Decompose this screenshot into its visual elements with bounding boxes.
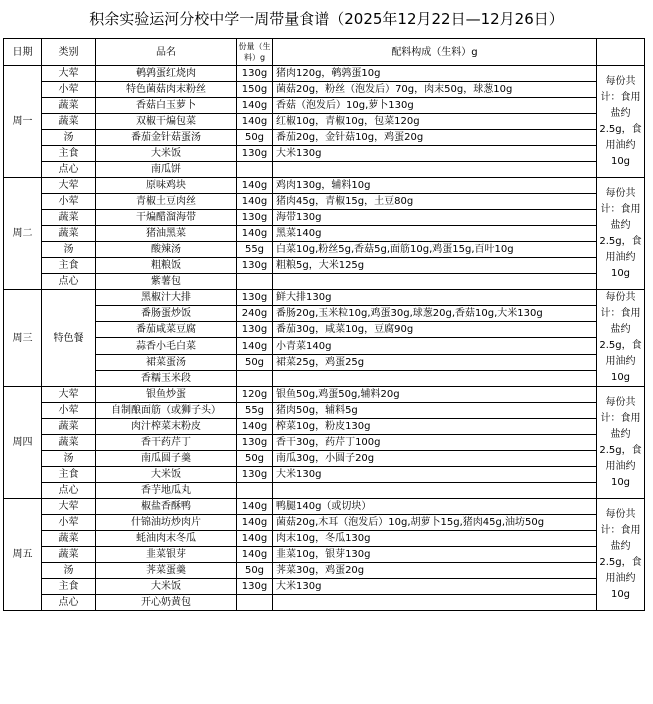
nutrition-note: 每份共计：食用盐约2.5g，食用油约10g <box>597 290 645 387</box>
table-row <box>4 547 645 563</box>
dish-cell: 荠菜蛋羹 <box>96 563 237 579</box>
category-cell: 小荤 <box>42 82 96 98</box>
portion-cell: 130g <box>237 210 273 226</box>
category-cell: 主食 <box>42 146 96 162</box>
dish-cell: 大米饭 <box>96 579 237 595</box>
ingredients-cell: 番肠20g,玉米粒10g,鸡蛋30g,球葱20g,香菇10g,大米130g <box>273 306 597 322</box>
ingredients-cell <box>273 274 597 290</box>
dish-cell: 椒盐香酥鸭 <box>96 499 237 515</box>
ingredients-cell: 鸭腿140g（或切块） <box>273 499 597 515</box>
ingredients-cell: 猪肉50g，辅料5g <box>273 403 597 419</box>
category-cell: 蔬菜 <box>42 531 96 547</box>
day-label: 周三 <box>4 290 42 387</box>
table-row <box>4 531 645 547</box>
table-row <box>4 563 645 579</box>
category-cell: 蔬菜 <box>42 114 96 130</box>
dish-cell: 肉汁榨菜末粉皮 <box>96 419 237 435</box>
day-label: 周四 <box>4 387 42 499</box>
ingredients-cell: 红椒10g，青椒10g，包菜120g <box>273 114 597 130</box>
table-row <box>4 403 645 419</box>
portion-cell: 50g <box>237 563 273 579</box>
dish-cell: 香芋地瓜丸 <box>96 483 237 499</box>
dish-cell: 酸辣汤 <box>96 242 237 258</box>
header-ingredients: 配料构成（生料）g <box>273 39 597 66</box>
portion-cell: 130g <box>237 579 273 595</box>
portion-cell: 130g <box>237 290 273 306</box>
portion-cell <box>237 370 273 386</box>
category-cell: 汤 <box>42 451 96 467</box>
ingredients-cell: 鸡肉130g，辅料10g <box>273 178 597 194</box>
header-portion: 份量（生料）g <box>237 39 273 66</box>
category-cell: 蔬菜 <box>42 98 96 114</box>
ingredients-cell: 菌菇20g,木耳（泡发后）10g,胡萝卜15g,猪肉45g,油坊50g <box>273 515 597 531</box>
table-row <box>4 338 645 354</box>
header-dish: 品名 <box>96 39 237 66</box>
ingredients-cell: 海带130g <box>273 210 597 226</box>
ingredients-cell: 南瓜30g，小圆子20g <box>273 451 597 467</box>
ingredients-cell: 粗粮5g，大米125g <box>273 258 597 274</box>
category-cell: 特色餐 <box>42 290 96 387</box>
category-cell: 蔬菜 <box>42 210 96 226</box>
portion-cell: 140g <box>237 338 273 354</box>
dish-cell: 番茄咸菜豆腐 <box>96 322 237 338</box>
ingredients-cell: 大米130g <box>273 146 597 162</box>
category-cell: 主食 <box>42 579 96 595</box>
ingredients-cell: 香菇（泡发后）10g,萝卜130g <box>273 98 597 114</box>
category-cell: 蔬菜 <box>42 547 96 563</box>
dish-cell: 南瓜饼 <box>96 162 237 178</box>
table-row <box>4 226 645 242</box>
table-row <box>4 515 645 531</box>
ingredients-cell: 韭菜10g，银芽130g <box>273 547 597 563</box>
dish-cell: 银鱼炒蛋 <box>96 387 237 403</box>
dish-cell: 特色菌菇肉末粉丝 <box>96 82 237 98</box>
portion-cell: 150g <box>237 82 273 98</box>
table-row <box>4 435 645 451</box>
portion-cell: 140g <box>237 547 273 563</box>
ingredients-cell: 猪肉120g，鹌鹑蛋10g <box>273 66 597 82</box>
category-cell: 大荤 <box>42 66 96 82</box>
portion-cell: 140g <box>237 114 273 130</box>
table-row <box>4 467 645 483</box>
portion-cell: 140g <box>237 515 273 531</box>
portion-cell: 120g <box>237 387 273 403</box>
category-cell: 点心 <box>42 595 96 611</box>
dish-cell: 南瓜圆子羹 <box>96 451 237 467</box>
table-row <box>4 178 645 194</box>
nutrition-note: 每份共计：食用盐约2.5g，食用油约10g <box>597 66 645 178</box>
category-cell: 蔬菜 <box>42 419 96 435</box>
dish-cell: 紫薯包 <box>96 274 237 290</box>
table-row <box>4 451 645 467</box>
dish-cell: 番茄金针菇蛋汤 <box>96 130 237 146</box>
header-date: 日期 <box>4 39 42 66</box>
table-row <box>4 194 645 210</box>
table-row <box>4 419 645 435</box>
table-row <box>4 130 645 146</box>
ingredients-cell: 榨菜10g，粉皮130g <box>273 419 597 435</box>
dish-cell: 香菇白玉萝卜 <box>96 98 237 114</box>
dish-cell: 大米饭 <box>96 467 237 483</box>
ingredients-cell: 荠菜30g，鸡蛋20g <box>273 563 597 579</box>
portion-cell: 130g <box>237 435 273 451</box>
category-cell: 大荤 <box>42 178 96 194</box>
table-row <box>4 306 645 322</box>
page-title: 积余实验运河分校中学一周带量食谱（2025年12月22日—12月26日） <box>89 10 564 28</box>
ingredients-cell: 肉末10g，冬瓜130g <box>273 531 597 547</box>
dish-cell: 开心奶黄包 <box>96 595 237 611</box>
table-row <box>4 387 645 403</box>
category-cell: 小荤 <box>42 403 96 419</box>
portion-cell <box>237 162 273 178</box>
table-row <box>4 579 645 595</box>
nutrition-note: 每份共计：食用盐约2.5g，食用油约10g <box>597 387 645 499</box>
day-label: 周二 <box>4 178 42 290</box>
dish-cell: 自制酿面筋（或狮子头） <box>96 403 237 419</box>
portion-cell: 140g <box>237 419 273 435</box>
ingredients-cell: 番茄20g，金针菇10g，鸡蛋20g <box>273 130 597 146</box>
ingredients-cell: 大米130g <box>273 579 597 595</box>
category-cell: 大荤 <box>42 387 96 403</box>
category-cell: 汤 <box>42 130 96 146</box>
ingredients-cell: 裙菜25g，鸡蛋25g <box>273 354 597 370</box>
category-cell: 点心 <box>42 483 96 499</box>
ingredients-cell: 黑菜140g <box>273 226 597 242</box>
dish-cell: 鹌鹑蛋红烧肉 <box>96 66 237 82</box>
table-row <box>4 66 645 82</box>
table-row <box>4 483 645 499</box>
header-row <box>4 39 645 66</box>
portion-cell: 50g <box>237 354 273 370</box>
portion-cell: 130g <box>237 467 273 483</box>
table-row <box>4 258 645 274</box>
dish-cell: 蚝油肉末冬瓜 <box>96 531 237 547</box>
ingredients-cell: 番茄30g，咸菜10g，豆腐90g <box>273 322 597 338</box>
ingredients-cell: 香干30g，药芹丁100g <box>273 435 597 451</box>
table-row <box>4 499 645 515</box>
table-row <box>4 322 645 338</box>
category-cell: 小荤 <box>42 515 96 531</box>
category-cell: 大荤 <box>42 499 96 515</box>
portion-cell: 140g <box>237 178 273 194</box>
ingredients-cell: 猪肉45g，青椒15g，土豆80g <box>273 194 597 210</box>
portion-cell: 140g <box>237 98 273 114</box>
table-row <box>4 242 645 258</box>
table-row <box>4 162 645 178</box>
dish-cell: 黑椒汁大排 <box>96 290 237 306</box>
table-row <box>4 146 645 162</box>
table-row <box>4 98 645 114</box>
portion-cell: 140g <box>237 531 273 547</box>
dish-cell: 双椒干煸包菜 <box>96 114 237 130</box>
portion-cell <box>237 595 273 611</box>
portion-cell <box>237 483 273 499</box>
ingredients-cell <box>273 370 597 386</box>
category-cell: 主食 <box>42 258 96 274</box>
dish-cell: 香糯玉米段 <box>96 370 237 386</box>
category-cell: 蔬菜 <box>42 435 96 451</box>
category-cell: 汤 <box>42 563 96 579</box>
dish-cell: 猪油黑菜 <box>96 226 237 242</box>
portion-cell: 240g <box>237 306 273 322</box>
day-label: 周五 <box>4 499 42 611</box>
table-row <box>4 370 645 386</box>
portion-cell: 50g <box>237 130 273 146</box>
dish-cell: 青椒土豆肉丝 <box>96 194 237 210</box>
portion-cell: 130g <box>237 66 273 82</box>
dish-cell: 什锦油坊炒肉片 <box>96 515 237 531</box>
ingredients-cell: 银鱼50g,鸡蛋50g,辅料20g <box>273 387 597 403</box>
portion-cell: 55g <box>237 242 273 258</box>
dish-cell: 大米饭 <box>96 146 237 162</box>
dish-cell: 裙菜蛋汤 <box>96 354 237 370</box>
ingredients-cell <box>273 162 597 178</box>
table-row <box>4 274 645 290</box>
portion-cell: 130g <box>237 146 273 162</box>
portion-cell: 140g <box>237 499 273 515</box>
table-row <box>4 82 645 98</box>
table-row <box>4 114 645 130</box>
dish-cell: 粗粮饭 <box>96 258 237 274</box>
ingredients-cell <box>273 595 597 611</box>
portion-cell <box>237 274 273 290</box>
day-label: 周一 <box>4 66 42 178</box>
table-row <box>4 210 645 226</box>
dish-cell: 干煸醋溜海带 <box>96 210 237 226</box>
dish-cell: 番肠蛋炒饭 <box>96 306 237 322</box>
category-cell: 汤 <box>42 242 96 258</box>
header-note <box>597 39 645 66</box>
category-cell: 点心 <box>42 274 96 290</box>
portion-cell: 140g <box>237 226 273 242</box>
ingredients-cell: 大米130g <box>273 467 597 483</box>
portion-cell: 140g <box>237 194 273 210</box>
ingredients-cell: 鲜大排130g <box>273 290 597 306</box>
nutrition-note: 每份共计：食用盐约2.5g，食用油约10g <box>597 499 645 611</box>
dish-cell: 蒜香小毛白菜 <box>96 338 237 354</box>
dish-cell: 香干药芹丁 <box>96 435 237 451</box>
menu-table <box>3 38 645 611</box>
table-row <box>4 595 645 611</box>
portion-cell: 50g <box>237 451 273 467</box>
table-row <box>4 290 645 306</box>
dish-cell: 原味鸡块 <box>96 178 237 194</box>
portion-cell: 130g <box>237 258 273 274</box>
ingredients-cell: 小青菜140g <box>273 338 597 354</box>
category-cell: 点心 <box>42 162 96 178</box>
header-category: 类别 <box>42 39 96 66</box>
portion-cell: 55g <box>237 403 273 419</box>
ingredients-cell: 白菜10g,粉丝5g,香菇5g,面筋10g,鸡蛋15g,百叶10g <box>273 242 597 258</box>
nutrition-note: 每份共计：食用盐约2.5g，食用油约10g <box>597 178 645 290</box>
category-cell: 小荤 <box>42 194 96 210</box>
category-cell: 主食 <box>42 467 96 483</box>
portion-cell: 130g <box>237 322 273 338</box>
ingredients-cell: 菌菇20g，粉丝（泡发后）70g，肉末50g，球葱10g <box>273 82 597 98</box>
dish-cell: 韭菜银芽 <box>96 547 237 563</box>
category-cell: 蔬菜 <box>42 226 96 242</box>
ingredients-cell <box>273 483 597 499</box>
table-row <box>4 354 645 370</box>
